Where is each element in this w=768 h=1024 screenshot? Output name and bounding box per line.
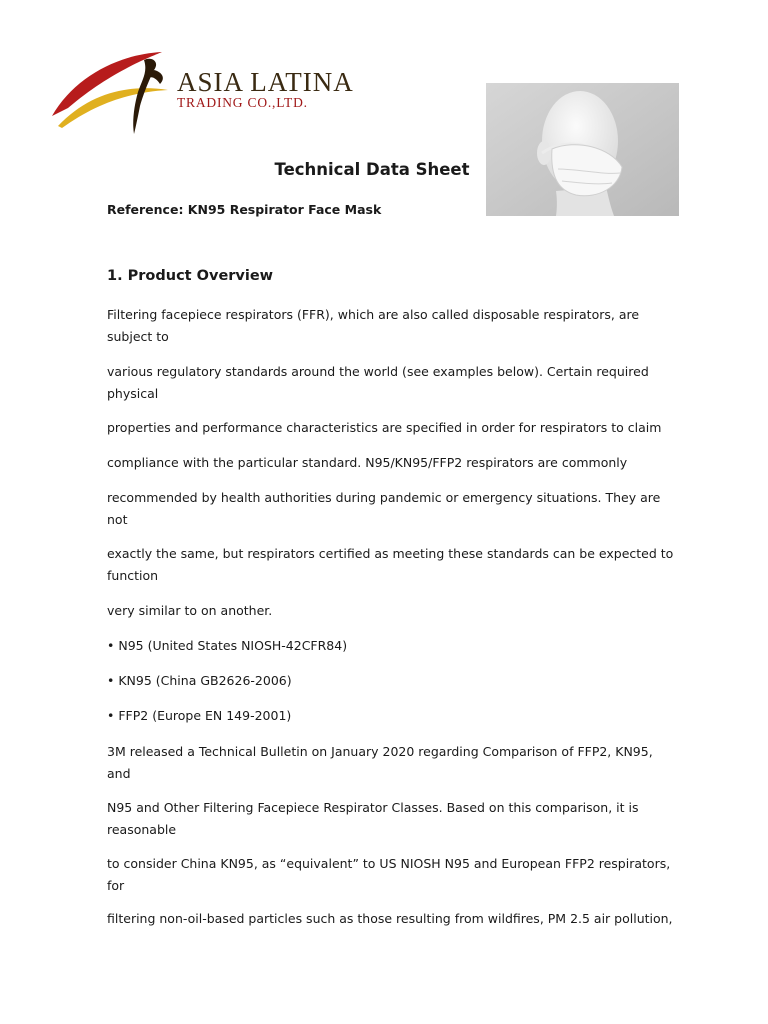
product-photo: [486, 83, 679, 216]
paragraph-line: • N95 (United States NIOSH-42CFR84): [107, 638, 348, 653]
company-logo: [50, 48, 370, 140]
logo-company-subtitle: TRADING CO.,LTD.: [177, 95, 308, 110]
paragraph-line: to consider China KN95, as “equivalent” to US NIOSH N95 and European FFP2 respirators,: [107, 856, 671, 871]
paragraph-line: very similar to on another.: [107, 603, 273, 618]
paragraph-line: properties and performance characteristics are specified in order for respirators to claim: [107, 420, 662, 435]
body-paragraph: [107, 543, 674, 587]
body-paragraph: [107, 670, 667, 692]
paragraph-line: Filtering facepiece respirators (FFR), which are also called disposable respirators, are: [107, 307, 640, 322]
paragraph-line: • KN95 (China GB2626-2006): [107, 673, 292, 688]
paragraph-line: and: [107, 766, 131, 781]
paragraph-line: for: [107, 878, 125, 893]
document-title: Technical Data Sheet: [274, 160, 470, 179]
paragraph-line: physical: [107, 386, 159, 401]
paragraph-line: N95 and Other Filtering Facepiece Respirator Classes. Based on this comparison, it is: [107, 800, 639, 815]
logo-company-name: ASIA LATINA: [177, 67, 354, 97]
paragraph-line: various regulatory standards around the world (see examples below). Certain required: [107, 364, 649, 379]
body-paragraph: [107, 741, 667, 785]
paragraph-line: reasonable: [107, 822, 177, 837]
body-paragraph: [107, 853, 671, 897]
paragraph-line: • FFP2 (Europe EN 149-2001): [107, 708, 292, 723]
body-paragraph: [107, 908, 673, 930]
body-paragraph: [107, 361, 667, 405]
body-paragraph: [107, 635, 667, 657]
paragraph-line: function: [107, 568, 159, 583]
paragraph-line: filtering non-oil-based particles such as those resulting from wildfires, PM 2.5 air pollution,: [107, 911, 673, 926]
section-heading: 1. Product Overview: [107, 268, 274, 284]
body-paragraph: [107, 304, 667, 348]
body-paragraph: [107, 797, 667, 841]
paragraph-line: subject to: [107, 329, 169, 344]
mannequin-mask-image: [486, 83, 679, 216]
paragraph-line: compliance with the particular standard. N95/KN95/FFP2 respirators are commonly: [107, 455, 628, 470]
body-paragraph: [107, 417, 667, 439]
body-paragraph: [107, 452, 667, 474]
body-paragraph: [107, 705, 667, 727]
paragraph-line: 3M released a Technical Bulletin on January 2020 regarding Comparison of FFP2, KN95,: [107, 744, 653, 759]
body-paragraph: [107, 487, 667, 531]
paragraph-line: recommended by health authorities during pandemic or emergency situations. They are: [107, 490, 661, 505]
swoosh-logo-icon: [50, 48, 180, 140]
document-reference: Reference: KN95 Respirator Face Mask: [107, 202, 382, 217]
body-paragraph: [107, 600, 667, 622]
paragraph-line: exactly the same, but respirators certified as meeting these standards can be expected to: [107, 546, 674, 561]
paragraph-line: not: [107, 512, 128, 527]
